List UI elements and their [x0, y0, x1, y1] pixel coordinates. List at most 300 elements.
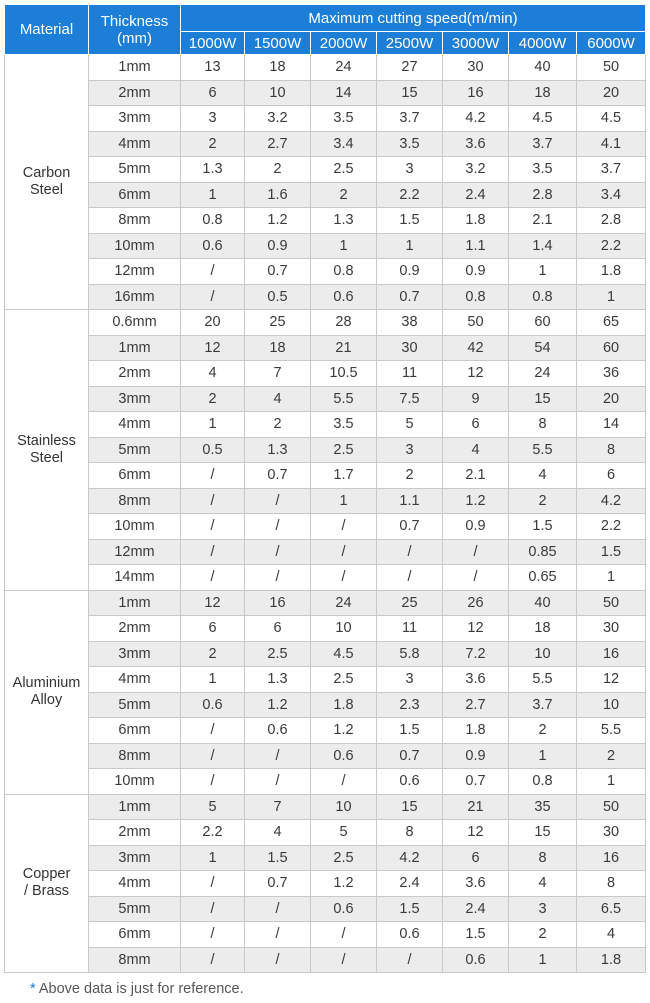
speed-cell: 6: [245, 616, 311, 642]
speed-cell: /: [181, 565, 245, 591]
table-row: [5, 259, 646, 285]
speed-cell: 0.6: [443, 947, 509, 973]
speed-cell: 50: [443, 310, 509, 336]
footnote: [30, 981, 244, 997]
speed-cell: 2: [181, 131, 245, 157]
table-row: [5, 157, 646, 183]
speed-cell: 5.5: [509, 437, 577, 463]
speed-cell: /: [181, 539, 245, 565]
thickness-cell: 1mm: [89, 55, 181, 81]
speed-cell: 3.6: [443, 871, 509, 897]
speed-cell: 1.5: [377, 208, 443, 234]
speed-cell: 2.4: [443, 182, 509, 208]
thickness-cell: 3mm: [89, 845, 181, 871]
speed-cell: 3.7: [509, 131, 577, 157]
speed-cell: /: [443, 539, 509, 565]
speed-cell: 14: [311, 80, 377, 106]
speed-cell: 18: [245, 335, 311, 361]
speed-cell: 1: [377, 233, 443, 259]
power-header: 4000W: [509, 32, 577, 55]
power-header: 2500W: [377, 32, 443, 55]
speed-cell: 50: [577, 794, 646, 820]
speed-cell: 40: [509, 55, 577, 81]
speed-cell: 1.1: [377, 488, 443, 514]
speed-cell: 20: [577, 386, 646, 412]
table-row: [5, 361, 646, 387]
power-header: 2000W: [311, 32, 377, 55]
speed-cell: 1.6: [245, 182, 311, 208]
table-row: [5, 386, 646, 412]
power-header: 6000W: [577, 32, 646, 55]
speed-cell: 2: [245, 412, 311, 438]
footnote-text: Above data is just for reference.: [35, 981, 244, 997]
speed-cell: 60: [509, 310, 577, 336]
speed-cell: 2.5: [311, 667, 377, 693]
speed-cell: 25: [245, 310, 311, 336]
speed-cell: 10: [245, 80, 311, 106]
speed-cell: 14: [577, 412, 646, 438]
table-row: [5, 208, 646, 234]
speed-cell: 1.8: [577, 947, 646, 973]
table-row: [5, 233, 646, 259]
thickness-cell: 1mm: [89, 335, 181, 361]
speed-cell: 2.8: [509, 182, 577, 208]
speed-cell: 0.9: [245, 233, 311, 259]
table-row: [5, 769, 646, 795]
speed-cell: 3.7: [377, 106, 443, 132]
speed-cell: 24: [311, 55, 377, 81]
speed-cell: /: [311, 539, 377, 565]
speed-cell: 12: [443, 616, 509, 642]
speed-cell: 5.5: [509, 667, 577, 693]
speed-cell: 2.1: [509, 208, 577, 234]
speed-cell: 2.7: [443, 692, 509, 718]
speed-cell: 4.5: [311, 641, 377, 667]
speed-cell: 16: [577, 845, 646, 871]
table-row: [5, 463, 646, 489]
speed-cell: /: [245, 743, 311, 769]
material-label: Stainless Steel: [17, 432, 76, 466]
speed-cell: 10: [311, 616, 377, 642]
speed-cell: 30: [443, 55, 509, 81]
speed-cell: 1.3: [245, 667, 311, 693]
speed-cell: 0.6: [311, 743, 377, 769]
table-header: [5, 5, 646, 55]
speed-cell: 4: [181, 361, 245, 387]
thickness-cell: 10mm: [89, 514, 181, 540]
speed-cell: 5: [181, 794, 245, 820]
thickness-header-text: Thickness (mm): [100, 12, 169, 47]
speed-cell: 1.4: [509, 233, 577, 259]
thickness-cell: 2mm: [89, 80, 181, 106]
speed-cell: 10: [577, 692, 646, 718]
speed-cell: /: [377, 947, 443, 973]
speed-cell: 7.5: [377, 386, 443, 412]
table-row: [5, 284, 646, 310]
speed-cell: 1.5: [245, 845, 311, 871]
speed-cell: 3.4: [311, 131, 377, 157]
speed-cell: /: [245, 896, 311, 922]
speed-cell: 3: [377, 667, 443, 693]
speed-cell: 18: [509, 616, 577, 642]
table-row: [5, 718, 646, 744]
material-label: Aluminium Alloy: [12, 675, 81, 708]
speed-cell: 0.65: [509, 565, 577, 591]
table-row: [5, 896, 646, 922]
speed-cell: 3.7: [509, 692, 577, 718]
speed-cell: 3: [181, 106, 245, 132]
speed-cell: 15: [377, 80, 443, 106]
speed-cell: 2.1: [443, 463, 509, 489]
speed-cell: 27: [377, 55, 443, 81]
thickness-cell: 1mm: [89, 590, 181, 616]
cutting-speed-table: [4, 4, 646, 973]
speed-cell: /: [181, 947, 245, 973]
speed-cell: 0.6: [245, 718, 311, 744]
table-row: [5, 692, 646, 718]
speed-cell: /: [311, 565, 377, 591]
power-header: 3000W: [443, 32, 509, 55]
table-row: [5, 182, 646, 208]
speed-cell: 13: [181, 55, 245, 81]
speed-cell: 5: [311, 820, 377, 846]
table-row: [5, 565, 646, 591]
speed-cell: 12: [181, 590, 245, 616]
material-cell: [5, 55, 89, 310]
speed-cell: 0.9: [443, 259, 509, 285]
speed-cell: 1: [311, 233, 377, 259]
speed-cell: 2.5: [311, 437, 377, 463]
material-cell: [5, 590, 89, 794]
speed-cell: 0.6: [311, 896, 377, 922]
table-row: [5, 335, 646, 361]
speed-cell: 1: [577, 565, 646, 591]
footnote-star: *: [30, 981, 36, 997]
speed-cell: 3.5: [377, 131, 443, 157]
speed-cell: 0.6: [311, 284, 377, 310]
speed-cell: 50: [577, 55, 646, 81]
thickness-cell: 5mm: [89, 157, 181, 183]
speed-cell: /: [311, 514, 377, 540]
speed-cell: 30: [377, 335, 443, 361]
speed-cell: 16: [245, 590, 311, 616]
speed-cell: /: [311, 922, 377, 948]
table-row: [5, 667, 646, 693]
table-row: [5, 641, 646, 667]
speed-cell: 1.3: [311, 208, 377, 234]
speed-cell: 2.4: [443, 896, 509, 922]
table-row: [5, 845, 646, 871]
speed-cell: 0.7: [245, 259, 311, 285]
speed-cell: 0.5: [181, 437, 245, 463]
thickness-cell: 2mm: [89, 616, 181, 642]
speed-cell: 11: [377, 616, 443, 642]
speed-cell: 24: [311, 590, 377, 616]
speed-cell: 1.1: [443, 233, 509, 259]
speed-cell: 3: [377, 157, 443, 183]
table-row: [5, 539, 646, 565]
thickness-cell: 5mm: [89, 437, 181, 463]
speed-cell: 12: [577, 667, 646, 693]
speed-cell: /: [443, 565, 509, 591]
speed-cell: 11: [377, 361, 443, 387]
speed-cell: 1.8: [577, 259, 646, 285]
thickness-cell: 8mm: [89, 488, 181, 514]
speed-cell: 5.5: [577, 718, 646, 744]
speed-cell: 2.5: [311, 157, 377, 183]
speed-cell: 1: [181, 667, 245, 693]
speed-cell: 4: [245, 820, 311, 846]
speed-cell: 10.5: [311, 361, 377, 387]
speed-cell: 21: [443, 794, 509, 820]
speed-cell: 1.8: [443, 208, 509, 234]
speed-cell: 2: [181, 386, 245, 412]
speed-cell: 1: [577, 769, 646, 795]
speed-cell: /: [181, 769, 245, 795]
thickness-cell: 12mm: [89, 539, 181, 565]
speed-cell: 3.6: [443, 131, 509, 157]
thickness-header: [89, 5, 181, 55]
thickness-cell: 2mm: [89, 361, 181, 387]
table-row: [5, 743, 646, 769]
speed-cell: 0.8: [509, 769, 577, 795]
speed-cell: /: [245, 922, 311, 948]
speed-cell: 4: [577, 922, 646, 948]
table-row: [5, 488, 646, 514]
speed-cell: 12: [443, 361, 509, 387]
speed-cell: 15: [377, 794, 443, 820]
speed-cell: 30: [577, 616, 646, 642]
speed-cell: 1.2: [311, 718, 377, 744]
speed-cell: 40: [509, 590, 577, 616]
speed-cell: /: [181, 488, 245, 514]
speed-cell: 15: [509, 820, 577, 846]
speed-cell: 7.2: [443, 641, 509, 667]
speed-cell: 2.2: [577, 233, 646, 259]
speed-cell: 2.2: [577, 514, 646, 540]
speed-cell: 18: [509, 80, 577, 106]
table-row: [5, 412, 646, 438]
speed-cell: 4: [509, 871, 577, 897]
table-row: [5, 590, 646, 616]
thickness-cell: 8mm: [89, 743, 181, 769]
speed-cell: 0.6: [181, 233, 245, 259]
thickness-cell: 8mm: [89, 208, 181, 234]
thickness-cell: 6mm: [89, 182, 181, 208]
speed-cell: 4: [509, 463, 577, 489]
speed-cell: 20: [577, 80, 646, 106]
table-row: [5, 794, 646, 820]
thickness-cell: 1mm: [89, 794, 181, 820]
speed-cell: 6: [181, 616, 245, 642]
speed-cell: 20: [181, 310, 245, 336]
table-row: [5, 106, 646, 132]
speed-cell: 1.7: [311, 463, 377, 489]
thickness-cell: 6mm: [89, 922, 181, 948]
speed-cell: 2: [509, 922, 577, 948]
speed-cell: 15: [509, 386, 577, 412]
speed-cell: 1.3: [245, 437, 311, 463]
speed-cell: 1.8: [311, 692, 377, 718]
table-row: [5, 616, 646, 642]
speed-cell: 1.2: [245, 692, 311, 718]
speed-cell: /: [181, 284, 245, 310]
speed-cell: 3.5: [509, 157, 577, 183]
speed-cell: 1: [181, 412, 245, 438]
speed-cell: /: [181, 463, 245, 489]
speed-cell: /: [181, 259, 245, 285]
thickness-cell: 3mm: [89, 641, 181, 667]
speed-cell: 5: [377, 412, 443, 438]
thickness-cell: 4mm: [89, 412, 181, 438]
speed-cell: 0.7: [377, 743, 443, 769]
speed-cell: 2.7: [245, 131, 311, 157]
speed-cell: 12: [181, 335, 245, 361]
speed-cell: 1.3: [181, 157, 245, 183]
speed-cell: 8: [577, 871, 646, 897]
speed-cell: 16: [577, 641, 646, 667]
speed-cell: 0.6: [377, 769, 443, 795]
table-row: [5, 514, 646, 540]
speed-cell: /: [245, 947, 311, 973]
speed-cell: 5.8: [377, 641, 443, 667]
material-cell: [5, 794, 89, 973]
speed-cell: 4: [443, 437, 509, 463]
speed-cell: 6.5: [577, 896, 646, 922]
speed-cell: 65: [577, 310, 646, 336]
speed-cell: 2: [311, 182, 377, 208]
thickness-cell: 6mm: [89, 463, 181, 489]
thickness-cell: 4mm: [89, 667, 181, 693]
speed-cell: /: [181, 718, 245, 744]
speed-cell: 0.9: [443, 514, 509, 540]
speed-cell: 2: [181, 641, 245, 667]
speed-cell: 2: [577, 743, 646, 769]
speed-cell: 6: [181, 80, 245, 106]
speed-cell: 1: [509, 947, 577, 973]
speed-cell: 1.5: [377, 896, 443, 922]
thickness-cell: 4mm: [89, 131, 181, 157]
speed-cell: /: [245, 488, 311, 514]
speed-cell: 7: [245, 361, 311, 387]
thickness-cell: 12mm: [89, 259, 181, 285]
power-header: 1000W: [181, 32, 245, 55]
table-row: [5, 947, 646, 973]
speed-cell: 12: [443, 820, 509, 846]
speed-cell: 1.8: [443, 718, 509, 744]
material-label: Carbon Steel: [22, 165, 71, 198]
speed-cell: 38: [377, 310, 443, 336]
speed-cell: 0.9: [443, 743, 509, 769]
speed-cell: 3.2: [443, 157, 509, 183]
speed-cell: 26: [443, 590, 509, 616]
speed-cell: /: [377, 565, 443, 591]
speed-cell: 54: [509, 335, 577, 361]
thickness-cell: 8mm: [89, 947, 181, 973]
speed-cell: 1.5: [443, 922, 509, 948]
speed-cell: 2: [509, 718, 577, 744]
speed-cell: 4.2: [377, 845, 443, 871]
material-cell: [5, 310, 89, 591]
speed-cell: /: [181, 743, 245, 769]
speed-cell: 2.3: [377, 692, 443, 718]
speed-cell: 6: [443, 845, 509, 871]
speed-cell: 3: [509, 896, 577, 922]
speed-cell: 8: [577, 437, 646, 463]
speed-cell: 1.2: [245, 208, 311, 234]
speed-cell: 1: [577, 284, 646, 310]
speed-title-header: Maximum cutting speed(m/min): [181, 5, 646, 32]
speed-cell: /: [377, 539, 443, 565]
thickness-cell: 4mm: [89, 871, 181, 897]
speed-cell: 1.5: [377, 718, 443, 744]
thickness-cell: 0.6mm: [89, 310, 181, 336]
speed-cell: 35: [509, 794, 577, 820]
speed-cell: 0.5: [245, 284, 311, 310]
speed-cell: 18: [245, 55, 311, 81]
speed-cell: 3.5: [311, 412, 377, 438]
speed-cell: 1: [181, 182, 245, 208]
speed-cell: 2.2: [181, 820, 245, 846]
speed-cell: 2: [509, 488, 577, 514]
speed-cell: 2.2: [377, 182, 443, 208]
speed-cell: 1: [509, 259, 577, 285]
speed-cell: 9: [443, 386, 509, 412]
table-row: [5, 55, 646, 81]
thickness-cell: 2mm: [89, 820, 181, 846]
speed-cell: 30: [577, 820, 646, 846]
table-row: [5, 310, 646, 336]
speed-cell: 8: [509, 412, 577, 438]
speed-cell: 0.8: [311, 259, 377, 285]
speed-cell: 0.9: [377, 259, 443, 285]
speed-cell: 2.5: [245, 641, 311, 667]
speed-cell: 4.1: [577, 131, 646, 157]
speed-cell: 10: [311, 794, 377, 820]
table-row: [5, 820, 646, 846]
speed-cell: /: [245, 514, 311, 540]
speed-cell: 16: [443, 80, 509, 106]
speed-cell: 1: [509, 743, 577, 769]
speed-cell: /: [311, 947, 377, 973]
speed-cell: 4.2: [443, 106, 509, 132]
speed-cell: 0.7: [245, 871, 311, 897]
speed-cell: /: [311, 769, 377, 795]
speed-cell: 1.2: [311, 871, 377, 897]
speed-cell: 3: [377, 437, 443, 463]
table-row: [5, 131, 646, 157]
speed-cell: /: [181, 922, 245, 948]
thickness-cell: 5mm: [89, 896, 181, 922]
speed-cell: 8: [377, 820, 443, 846]
speed-cell: 1.5: [509, 514, 577, 540]
speed-cell: 0.7: [377, 514, 443, 540]
speed-cell: 6: [577, 463, 646, 489]
speed-cell: 0.7: [443, 769, 509, 795]
speed-cell: 8: [509, 845, 577, 871]
speed-cell: 3.2: [245, 106, 311, 132]
speed-cell: /: [245, 565, 311, 591]
thickness-cell: 10mm: [89, 233, 181, 259]
thickness-cell: 3mm: [89, 386, 181, 412]
table-body: [5, 55, 646, 973]
power-header: 1500W: [245, 32, 311, 55]
speed-cell: 42: [443, 335, 509, 361]
speed-cell: 0.8: [509, 284, 577, 310]
speed-cell: 0.8: [443, 284, 509, 310]
speed-cell: 1: [311, 488, 377, 514]
speed-cell: 2.4: [377, 871, 443, 897]
